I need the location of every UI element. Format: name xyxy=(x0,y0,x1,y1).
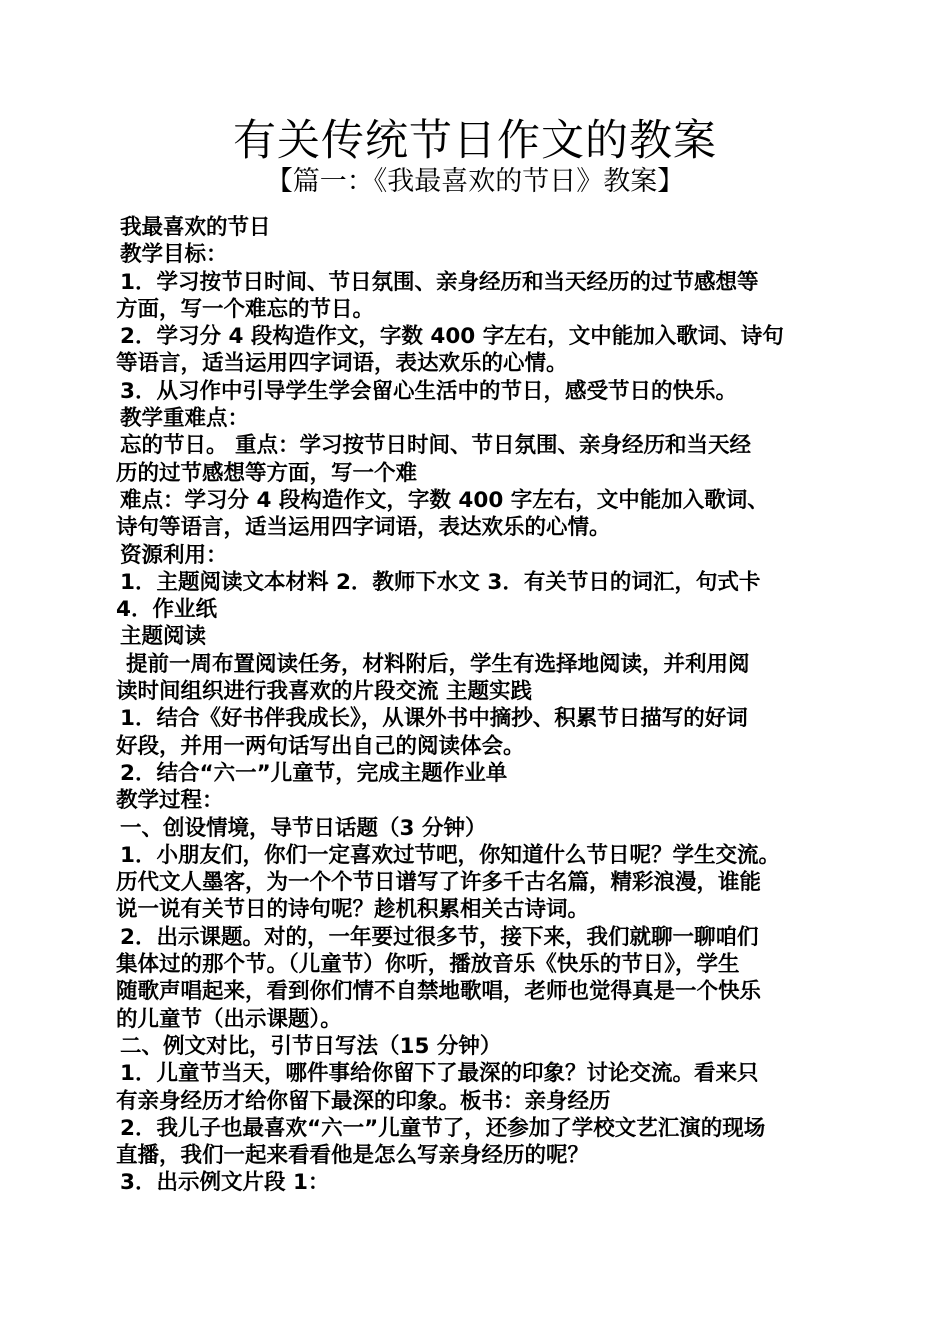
text-line: 2．出示课题。对的，一年要过很多节，接下来，我们就聊一聊咱们 xyxy=(120,924,759,950)
text-line: 集体过的那个节。（儿童节）你听，播放音乐《快乐的节日》，学生 xyxy=(116,952,740,978)
text-line: 2．学习分 4 段构造作文，字数 400 字左右，文中能加入歌词、诗句 xyxy=(120,324,784,350)
document-subtitle: 【篇一：《我最喜欢的节日》教案】 xyxy=(265,166,685,197)
text-line: 一、创设情境，导节日话题（3 分钟） xyxy=(120,815,487,841)
text-line: 等语言，适当运用四字词语，表达欢乐的心情。 xyxy=(116,351,568,377)
text-line: 我最喜欢的节日 xyxy=(120,215,271,240)
text-line: 教学过程： xyxy=(116,788,224,814)
text-line: 1．儿童节当天，哪件事给你留下了最深的印象？讨论交流。看来只 xyxy=(120,1061,759,1087)
text-line: 1．小朋友们，你们一定喜欢过节吧，你知道什么节日呢？学生交流。 xyxy=(120,842,780,868)
text-line: 的儿童节（出示课题）。 xyxy=(116,1006,342,1032)
text-line: 随歌声唱起来，看到你们情不自禁地歌唱，老师也觉得真是一个快乐 xyxy=(116,979,762,1005)
text-line: 教学重难点： xyxy=(120,406,250,432)
document-body xyxy=(116,214,836,1197)
text-line: 读时间组织进行我喜欢的片段交流 主题实践 xyxy=(116,679,532,705)
document-title: 有关传统节日作文的教案 xyxy=(233,116,717,166)
text-line: 难点：学习分 4 段构造作文，字数 400 字左右，文中能加入歌词、 xyxy=(120,487,769,513)
text-line: 历代文人墨客，为一个个节日谱写了许多千古名篇，精彩浪漫，谁能 xyxy=(116,870,762,896)
text-line: 方面，写一个难忘的节日。 xyxy=(116,296,375,322)
text-line: 3．出示例文片段 1： xyxy=(120,1170,330,1196)
text-line: 诗句等语言，适当运用四字词语，表达欢乐的心情。 xyxy=(116,515,611,541)
text-line: 1．结合《好书伴我成长》，从课外书中摘抄、积累节日描写的好词 xyxy=(120,706,748,732)
text-line: 2．结合“六一”儿童节，完成主题作业单 xyxy=(120,760,508,786)
text-line: 1．学习按节日时间、节日氛围、亲身经历和当天经历的过节感想等 xyxy=(120,269,759,295)
text-line: 有亲身经历才给你留下最深的印象。板书：亲身经历 xyxy=(116,1088,611,1114)
text-line: 忘的节日。 重点：学习按节日时间、节日氛围、亲身经历和当天经 xyxy=(120,433,751,459)
text-line: 提前一周布置阅读任务，材料附后，学生有选择地阅读，并利用阅 xyxy=(126,651,750,677)
text-line: 资源利用： xyxy=(120,542,228,568)
text-line: 二、例文对比，引节日写法（15 分钟） xyxy=(120,1033,502,1059)
text-line: 好段，并用一两句话写出自己的阅读体会。 xyxy=(116,733,525,759)
text-line: 直播，我们一起来看看他是怎么写亲身经历的呢？ xyxy=(116,1143,590,1169)
text-line: 说一说有关节日的诗句呢？趁机积累相关古诗词。 xyxy=(116,897,590,923)
text-line: 主题阅读 xyxy=(120,624,207,650)
text-line: 3．从习作中引导学生学会留心生活中的节日，感受节日的快乐。 xyxy=(120,378,737,404)
text-line: 2．我儿子也最喜欢“六一”儿童节了，还参加了学校文艺汇演的现场 xyxy=(120,1115,766,1141)
text-line: 1．主题阅读文本材料 2．教师下水文 3．有关节日的词汇，句式卡 xyxy=(120,569,761,595)
text-line: 历的过节感想等方面，写一个难 xyxy=(116,460,418,486)
text-line: 教学目标： xyxy=(120,242,228,268)
text-line: 4．作业纸 xyxy=(116,597,217,623)
